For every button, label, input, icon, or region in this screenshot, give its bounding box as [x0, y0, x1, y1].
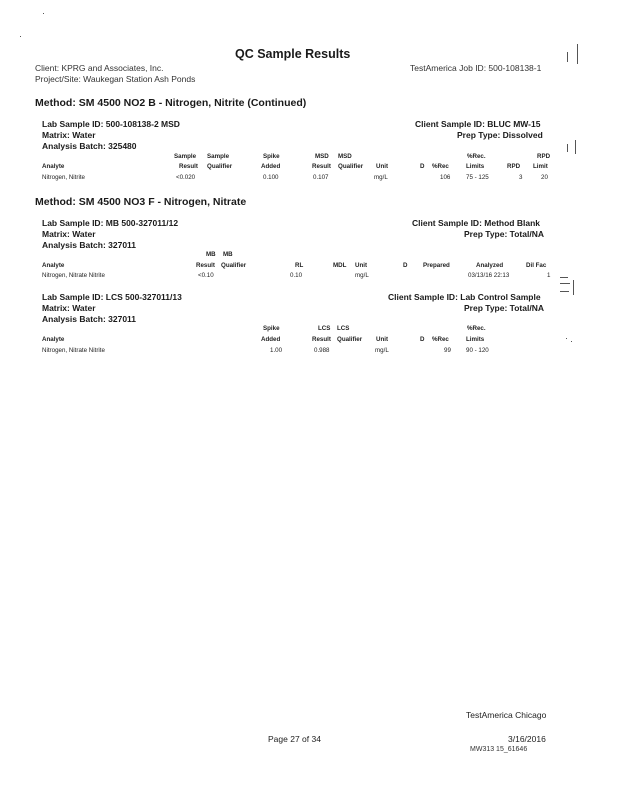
col-rpd: RPD [507, 163, 521, 170]
lcs-col-result: Result [312, 336, 331, 343]
col-header-msd-2: MSD [338, 153, 352, 160]
mb-cell-analyzed: 03/13/16 22:13 [468, 272, 510, 279]
lcs-col-limits: Limits [466, 336, 485, 343]
footer-doc-id: MW313 15_61646 [470, 746, 528, 753]
lcs-cell-pct-rec: 99 [444, 347, 451, 354]
mb-col-prepared: Prepared [423, 262, 450, 269]
mb-cell-result: <0.10 [198, 272, 214, 279]
lcs-col-header-lcs-2: LCS [337, 325, 350, 332]
col-header-mb: MB [206, 251, 216, 258]
cell-limits: 75 - 125 [466, 174, 489, 181]
lcs-cell-unit: mg/L [375, 347, 389, 354]
method-nitrite-title: Method: SM 4500 NO2 B - Nitrogen, Nitrite (Continued) [35, 97, 307, 109]
mb-col-unit: Unit [355, 262, 368, 269]
lcs-col-header-rec: %Rec. [467, 325, 486, 332]
mb-col-mdl: MDL [333, 262, 347, 269]
lcs-col-header-lcs: LCS [318, 325, 331, 332]
lcs-cell-result: 0.988 [314, 347, 330, 354]
mb-col-qualifier: Qualifier [221, 262, 247, 269]
mb-col-rl: RL [295, 262, 304, 269]
col-header-mb-2: MB [223, 251, 233, 258]
mb-cell-dil-fac: 1 [547, 272, 551, 279]
lcs-col-added: Added [261, 336, 281, 343]
lcs-matrix: Matrix: Water [42, 303, 96, 313]
lcs-col-unit: Unit [376, 336, 389, 343]
lcs-col-analyte: Analyte [42, 336, 65, 343]
footer-page-number: Page 27 of 34 [268, 734, 321, 744]
footer-date: 3/16/2016 [508, 734, 546, 744]
col-qualifier: Qualifier [207, 163, 233, 170]
col-msd-qualifier: Qualifier [338, 163, 364, 170]
client-name: Client: KPRG and Associates, Inc. [35, 63, 164, 73]
lcs-cell-added: 1.00 [270, 347, 283, 354]
col-added: Added [261, 163, 281, 170]
project-site: Project/Site: Waukegan Station Ash Ponds [35, 74, 196, 84]
col-limits: Limits [466, 163, 485, 170]
lcs-col-header-spike: Spike [263, 325, 280, 332]
mb-col-result: Result [196, 262, 215, 269]
cell-limit: 20 [541, 174, 548, 181]
mb-prep-type: Prep Type: Total/NA [464, 229, 544, 239]
col-header-spike: Spike [263, 153, 280, 160]
mb-client-sample-id: Client Sample ID: Method Blank [412, 218, 540, 228]
lcs-col-pct-rec: %Rec [432, 336, 449, 343]
col-result: Result [179, 163, 198, 170]
lcs-col-d: D [420, 336, 425, 343]
prep-type: Prep Type: Dissolved [457, 130, 543, 140]
page-title: QC Sample Results [235, 47, 351, 61]
mb-cell-rl: 0.10 [290, 272, 303, 279]
matrix: Matrix: Water [42, 130, 96, 140]
cell-result: <0.020 [176, 174, 196, 181]
lab-sample-id: Lab Sample ID: 500-108138-2 MSD [42, 119, 180, 129]
lcs-client-sample-id: Client Sample ID: Lab Control Sample [388, 292, 541, 302]
cell-unit: mg/L [374, 174, 388, 181]
col-msd-result: Result [312, 163, 331, 170]
mb-col-dil-fac: Dil Fac [526, 262, 547, 269]
col-header-rec: %Rec. [467, 153, 486, 160]
lcs-cell-analyte: Nitrogen, Nitrate Nitrite [42, 347, 105, 354]
job-id: TestAmerica Job ID: 500-108138-1 [410, 63, 542, 73]
col-header-sample-2: Sample [207, 153, 230, 160]
analysis-batch: Analysis Batch: 325480 [42, 141, 137, 151]
col-header-sample: Sample [174, 153, 197, 160]
footer-lab-name: TestAmerica Chicago [466, 710, 547, 720]
client-sample-id: Client Sample ID: BLUC MW-15 [415, 119, 541, 129]
mb-analysis-batch: Analysis Batch: 327011 [42, 240, 137, 250]
mb-col-analyte: Analyte [42, 262, 65, 269]
mb-matrix: Matrix: Water [42, 229, 96, 239]
lcs-analysis-batch: Analysis Batch: 327011 [42, 314, 137, 324]
cell-msd-result: 0.107 [313, 174, 329, 181]
cell-added: 0.100 [263, 174, 279, 181]
lcs-cell-limits: 90 - 120 [466, 347, 489, 354]
col-header-rpd: RPD [537, 153, 551, 160]
col-analyte: Analyte [42, 163, 65, 170]
cell-pct-rec: 106 [440, 174, 451, 181]
method-nitrate-title: Method: SM 4500 NO3 F - Nitrogen, Nitrate [35, 196, 247, 208]
mb-cell-analyte: Nitrogen, Nitrate Nitrite [42, 272, 105, 279]
col-unit: Unit [376, 163, 389, 170]
col-pct-rec: %Rec [432, 163, 449, 170]
mb-col-d: D [403, 262, 408, 269]
lcs-col-qualifier: Qualifier [337, 336, 363, 343]
col-header-msd: MSD [315, 153, 329, 160]
col-d: D [420, 163, 425, 170]
lcs-lab-sample-id: Lab Sample ID: LCS 500-327011/13 [42, 292, 182, 302]
col-limit: Limit [533, 163, 548, 170]
mb-col-analyzed: Analyzed [476, 262, 504, 269]
cell-rpd: 3 [519, 174, 523, 181]
mb-lab-sample-id: Lab Sample ID: MB 500-327011/12 [42, 218, 179, 228]
cell-analyte: Nitrogen, Nitrite [42, 174, 85, 181]
lcs-prep-type: Prep Type: Total/NA [464, 303, 544, 313]
mb-cell-unit: mg/L [355, 272, 369, 279]
